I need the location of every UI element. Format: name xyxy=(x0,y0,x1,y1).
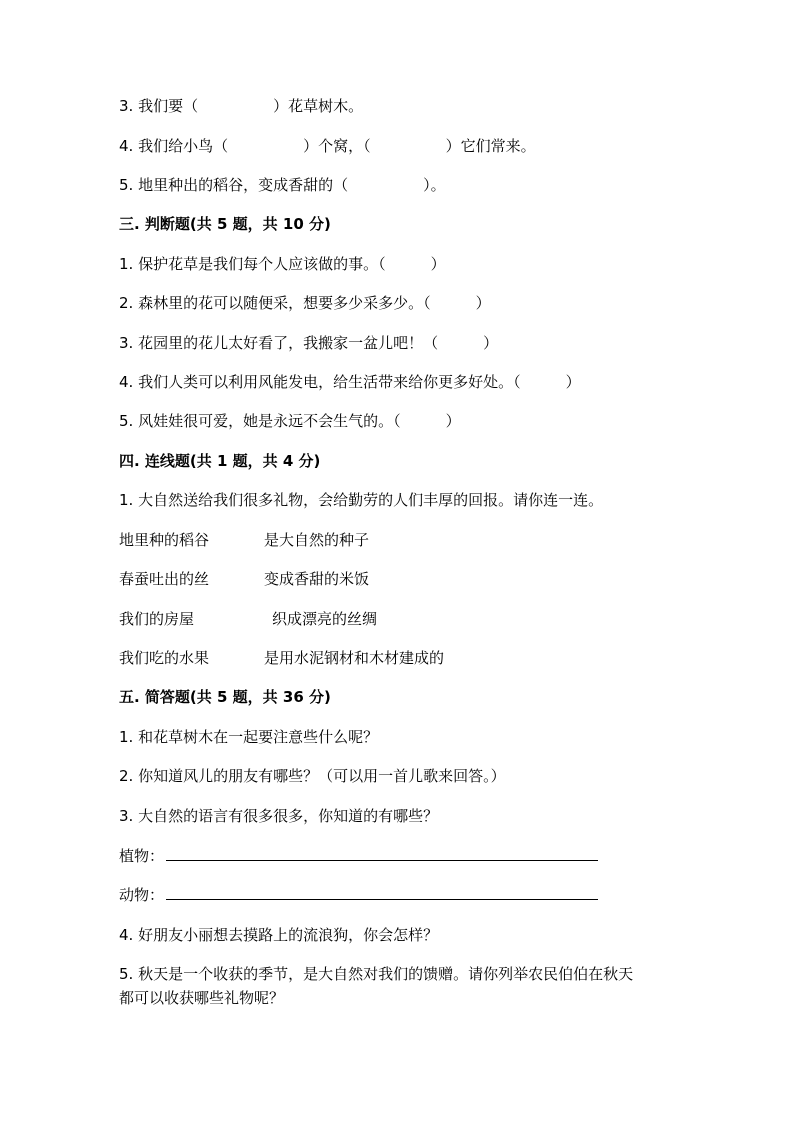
match-left-2: 春蚕吐出的丝 xyxy=(119,570,210,588)
judge-item-1: 1. 保护花草是我们每个人应该做的事。（ ） xyxy=(119,255,446,273)
plant-answer-row xyxy=(119,846,598,866)
fill-blank-q5: 5. 地里种出的稻谷，变成香甜的（ ）。 xyxy=(119,176,446,194)
section5-heading: 五. 简答题(共 5 题，共 36 分) xyxy=(119,688,331,706)
plant-answer-line[interactable] xyxy=(166,846,598,861)
short-q3: 3. 大自然的语言有很多很多，你知道的有哪些？ xyxy=(119,807,439,825)
section4-heading: 四. 连线题(共 1 题，共 4 分) xyxy=(119,452,321,470)
match-question: 1. 大自然送给我们很多礼物，会给勤劳的人们丰厚的回报。请你连一连。 xyxy=(119,491,604,509)
plant-label: 植物： xyxy=(119,847,165,865)
short-q4: 4. 好朋友小丽想去摸路上的流浪狗，你会怎样？ xyxy=(119,926,439,944)
match-left-1: 地里种的稻谷 xyxy=(119,531,210,549)
match-right-2: 变成香甜的米饭 xyxy=(264,570,370,588)
section3-heading: 三. 判断题(共 5 题，共 10 分) xyxy=(119,215,331,233)
match-right-4: 是用水泥钢材和木材建成的 xyxy=(264,649,445,667)
judge-item-5: 5. 风娃娃很可爱，她是永远不会生气的。（ ） xyxy=(119,412,461,430)
short-q2: 2. 你知道风儿的朋友有哪些？（可以用一首儿歌来回答。） xyxy=(119,767,506,785)
match-left-4: 我们吃的水果 xyxy=(119,649,210,667)
judge-item-2: 2. 森林里的花可以随便采，想要多少采多少。（ ） xyxy=(119,294,491,312)
animal-answer-line[interactable] xyxy=(166,885,598,900)
match-right-1: 是大自然的种子 xyxy=(264,531,370,549)
short-q5-line1: 5. 秋天是一个收获的季节，是大自然对我们的馈赠。请你列举农民伯伯在秋天 xyxy=(119,965,634,983)
fill-blank-q4: 4. 我们给小鸟（ ）个窝，（ ）它们常来。 xyxy=(119,137,536,155)
animal-label: 动物： xyxy=(119,886,165,904)
short-q1: 1. 和花草树木在一起要注意些什么呢？ xyxy=(119,728,379,746)
match-right-3: 织成漂亮的丝绸 xyxy=(272,610,378,628)
judge-item-3: 3. 花园里的花儿太好看了，我搬家一盆儿吧！（ ） xyxy=(119,334,499,352)
fill-blank-q3: 3. 我们要（ ）花草树木。 xyxy=(119,97,364,115)
animal-answer-row xyxy=(119,885,598,905)
short-q5-line2: 都可以收获哪些礼物呢？ xyxy=(119,989,285,1007)
judge-item-4: 4. 我们人类可以利用风能发电，给生活带来给你更多好处。（ ） xyxy=(119,373,581,391)
match-left-3: 我们的房屋 xyxy=(119,610,195,628)
